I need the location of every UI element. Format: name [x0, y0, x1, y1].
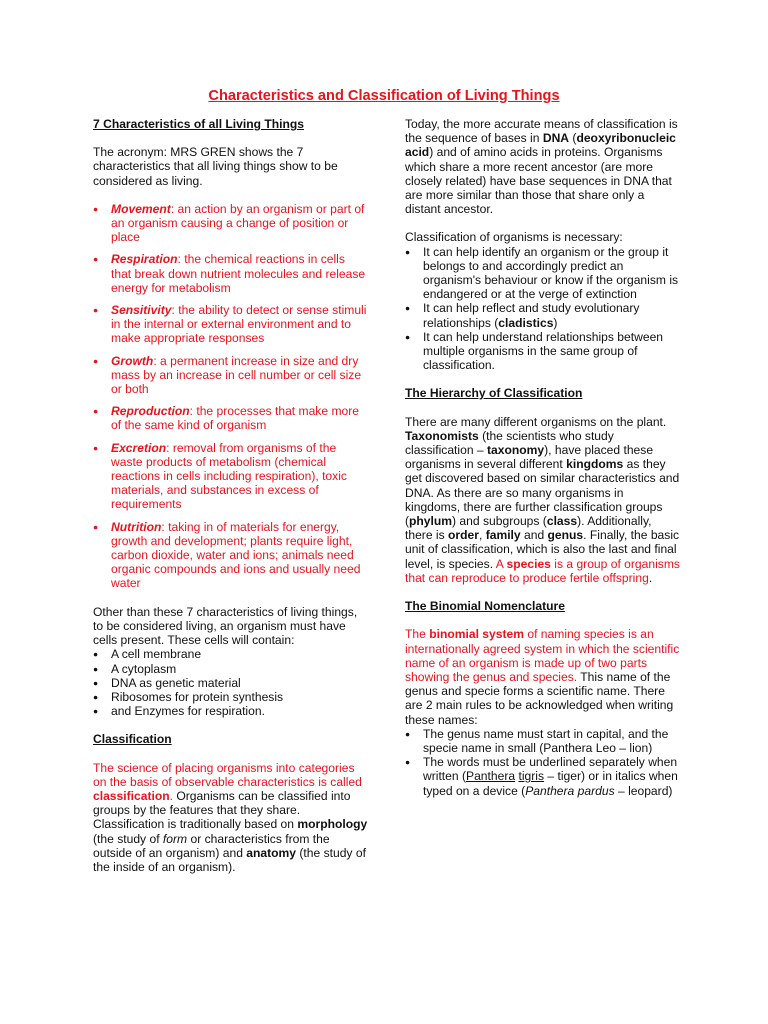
acronym-intro: The acronym: MRS GREN shows the 7 characteristics that all living things show to be considered as living. — [93, 145, 338, 188]
naming-rules-list — [405, 727, 680, 798]
list-item: ● and Enzymes for respiration. — [93, 704, 368, 718]
list-item: ● It can help identify an organism or the group it belongs to and accordingly predict an organism's behaviour or know if the organism is endangered or at the verge of extinction — [405, 245, 680, 302]
list-item: ● It can help reflect and study evolutionary relationships (cladistics) — [405, 301, 680, 329]
list-item: ● The genus name must start in capital, and the specie name in small (Panthera Leo – lion) — [405, 727, 680, 755]
document-title: Characteristics and Classification of Living Things — [208, 88, 560, 104]
heading-hierarchy: The Hierarchy of Classification — [405, 386, 583, 401]
list-item: ● Sensitivity: the ability to detect or sense stimuli in the internal or external environment and to make appropriate responses — [93, 303, 368, 346]
list-item: ● Nutrition: taking in of materials for energy, growth and development; plants require light, carbon dioxide, water and ions; animals need organic compounds and ions and usually need water — [93, 520, 368, 591]
list-item: ● A cytoplasm — [93, 662, 368, 676]
classification-paragraph: The science of placing organisms into categories on the basis of observable characteristics is called classification. Organisms can be classified into groups by the features that they share. Classification is traditionally based on morphology (the study of form or characteristics from the outside of an organism) and anatomy (the study of the inside of an organism). — [93, 760, 368, 874]
list-item: ● Reproduction: the processes that make more of the same kind of organism — [93, 404, 368, 432]
heading-binomial: The Binomial Nomenclature — [405, 599, 565, 614]
list-item: ● Respiration: the chemical reactions in cells that break down nutrient molecules and release energy for metabolism — [93, 252, 368, 295]
binomial-paragraph: The binomial system of naming species is an internationally agreed system in which the scientific name of an organism is made up of two parts showing the genus and species. This name of the genus and specie forms a scientific name. There are 2 main rules to be acknowledged when writing these names: — [405, 627, 680, 727]
list-item: ● A cell membrane — [93, 647, 368, 661]
heading-classification: Classification — [93, 732, 172, 747]
heading-characteristics: 7 Characteristics of all Living Things — [93, 117, 305, 131]
list-item: ● Growth: a permanent increase in size and dry mass by an increase in cell number or cell size or both — [93, 354, 368, 397]
characteristics-list — [93, 202, 368, 591]
right-column — [405, 117, 680, 812]
necessary-list — [405, 245, 680, 373]
hierarchy-paragraph: There are many different organisms on the plant. Taxonomists (the scientists who study classification – taxonomy), have placed these organisms in several different kingdoms as they get discovered based on similar characteristics and DNA. As there are so many organisms in kingdoms, there are further classification groups (phylum) and subgroups (class). Additionally, there is order, family and genus. Finally, the basic unit of classification, which is also the last and final level, is species. A species is a group of organisms that can reproduce to produce fertile offspring. — [405, 414, 680, 585]
list-item: ● The words must be underlined separately when written (Panthera tigris – tiger) or in italics when typed on a device (Panthera pardus – leopard) — [405, 755, 680, 798]
list-item: ● It can help understand relationships between multiple organisms in the same group of classification. — [405, 330, 680, 373]
left-column — [93, 117, 368, 888]
dna-paragraph: Today, the more accurate means of classification is the sequence of bases in DNA (deoxyribonucleic acid) and of amino acids in proteins. Organisms which share a more recent ancestor (are more closely related) have base sequences in DNA that are more similar than those that share only a distant ancestor. — [405, 117, 678, 217]
necessary-intro: Classification of organisms is necessary: — [405, 230, 623, 245]
list-item: ● Excretion: removal from organisms of the waste products of metabolism (chemical reactions in cells including respiration), toxic materials, and substances in excess of requirements — [93, 441, 368, 512]
cell-contents-list — [93, 647, 368, 718]
cells-intro: Other than these 7 characteristics of living things, to be considered living, an organism must have cells present. These cells will contain: — [93, 604, 358, 648]
list-item: ● Ribosomes for protein synthesis — [93, 690, 368, 704]
list-item: ● DNA as genetic material — [93, 676, 368, 690]
list-item: ● Movement: an action by an organism or part of an organism causing a change of position or place — [93, 202, 368, 245]
